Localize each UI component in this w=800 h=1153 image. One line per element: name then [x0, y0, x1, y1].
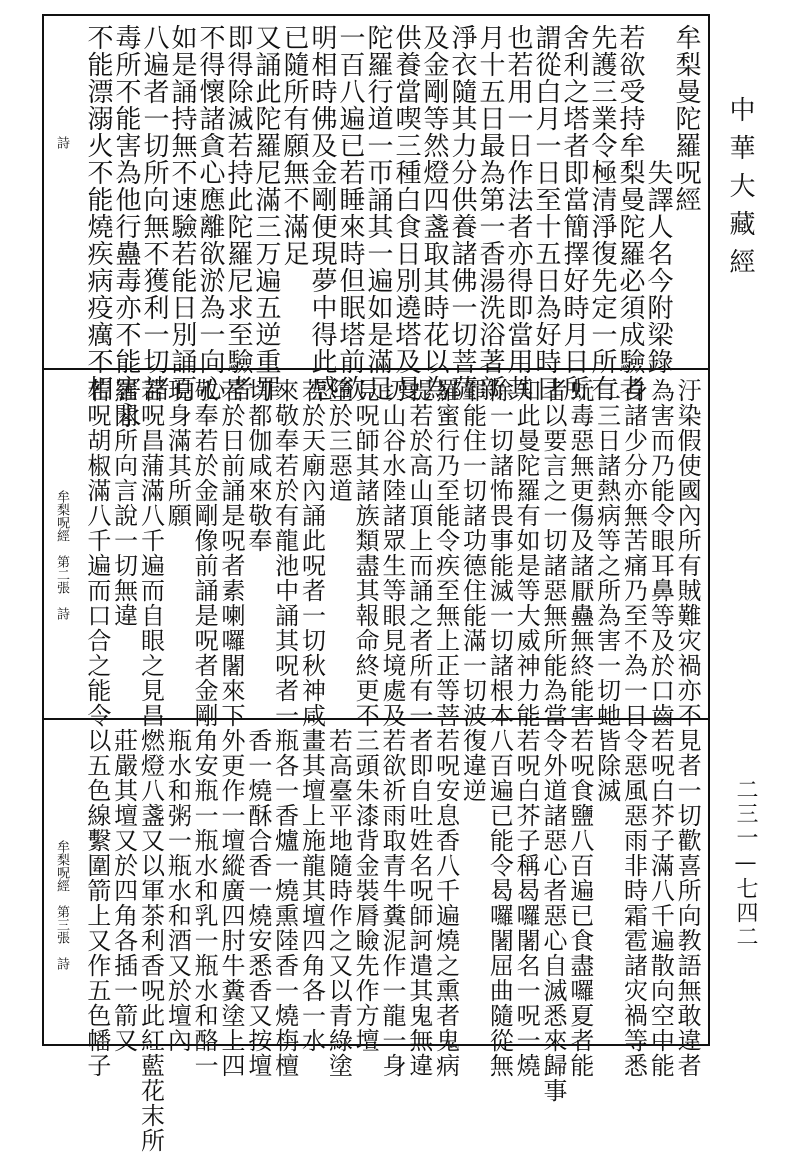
scripture-page [42, 14, 710, 1153]
text-column: 即得除滅若持此陀羅尼求至驗者 [223, 24, 253, 402]
text-column: 蚖毒惡無更傷及諸厭蠱無終能害 [565, 378, 594, 728]
text-column: 瓶水和粥一瓶水和酒又於壇內 [163, 728, 192, 1053]
text-column: 月十五日最為第一香湯洗浴著新 [475, 24, 505, 402]
text-column: 若於天廟內誦此呪者一切秋神咸 [297, 378, 326, 728]
text-column: 羅閣所向言說一切無違 [109, 378, 138, 628]
text-column: 令惡風惡雨非時霜雹諸灾禍等悉 [619, 728, 648, 1078]
text-column: 見呪師其諸族類盡其報命終更不 [351, 378, 380, 728]
text-column: 畫其壇上施龍其壇四角各一水 [297, 728, 326, 1053]
text-column: 若於日前誦是呪者素喇囉闍來下 [217, 378, 245, 728]
panel-3 [44, 718, 708, 1153]
text-column: 若呪昌蒲滿八千遍而自眼之見昌 [136, 378, 165, 728]
text-column: 者以要言之一切諸惡無所能為當 [539, 378, 567, 728]
text-column: 失譯人名今附梁錄 [643, 24, 673, 375]
text-column: 若呪胡椒滿八千遍而口合之能令 [82, 378, 111, 728]
panel-1 [44, 16, 708, 429]
text-column: 舍利之塔者即當簡擇好時月日所 [559, 24, 589, 402]
text-column: 來敬奉若於有龍池中誦其呪者一 [270, 378, 299, 728]
text-column: 見者一切歡喜所向教語無敢違者 [673, 728, 702, 1078]
margin-title: 中華大藏經 [725, 96, 755, 286]
text-column: 為害而乃能令眼耳鼻等及於口齒 [646, 378, 675, 728]
text-column: 不得懷諸貪心應離欲淤為一向心 [195, 24, 225, 402]
text-column: 復違逆 [458, 728, 487, 803]
text-column: 一百八遍已若睡來時但眠塔前欲 [335, 24, 365, 402]
text-column: 如是誦持無不速驗若能日別誦百 [167, 24, 197, 402]
text-column: 身諸少分亦無苦痛乃至不為一日 [619, 378, 648, 728]
text-column: 已隨所有願無不滿足 [279, 24, 309, 267]
panel-footer: 牟梨呪經 第三張 詩 [54, 840, 69, 970]
panel-2 [44, 368, 708, 728]
text-column: 知此曼陀羅有如是等大威神力能 [512, 378, 541, 728]
text-column: 二三日諸熱病等之所為害一切虵 [592, 378, 621, 728]
text-column: 陀羅行道一帀誦其一遍如是滿足 [363, 24, 393, 402]
text-column: 若呪安息香八千遍燒之熏者鬼病 [431, 728, 460, 1078]
text-column: 八遍者一切所向無不獲利一切諸 [139, 24, 169, 402]
text-column: 墮於三惡道 [324, 378, 353, 503]
text-column: 提若於高山頂上而誦之者所有一 [404, 378, 433, 728]
text-column: 毒所不能害為他行蠱毒亦不能害永 [111, 24, 141, 429]
text-column: 淨衣隨其力分供養諸佛一切菩薩 [447, 24, 477, 402]
text-column: 若欲祈雨取青牛糞泥作一龍一身 [378, 728, 406, 1078]
text-column: 也若用一日作法者亦得即當用其 [503, 24, 533, 402]
text-column: 瓶各一香爐一燒熏陸香一燒栴檀 [270, 728, 299, 1078]
text-column: 若欲受持牟梨曼陀羅必須成驗者 [615, 24, 645, 402]
text-column: 皆除滅 [592, 728, 621, 803]
text-column: 令外道諸惡心者惡心自滅悉來歸事 [539, 728, 567, 1103]
text-column: 明相時佛及金剛便現夢中得此感 [307, 24, 337, 402]
text-column: 若呪白芥子滿八千遍散向空中能 [646, 728, 675, 1078]
text-column: 外更作一壇縱廣四肘牛糞塗上四 [217, 728, 245, 1078]
text-column: 若呪白芥子稱曷囉闍名一呪一燒 [512, 728, 541, 1078]
text-column: 三頭朱漆背金裝脣瞼先作方壇 [351, 728, 380, 1053]
panel-footer: 牟梨呪經 第二張 詩 [54, 490, 69, 620]
text-column: 若高臺平地隨時作之又以青綠塗 [324, 728, 353, 1078]
text-column: 以五色線繫圍箭上又作五色幡子 [82, 728, 111, 1078]
text-column: 敬奉若於金剛像前誦是呪者金剛 [190, 378, 219, 728]
text-column: 者即自吐姓名呪師訶遣其鬼無違 [404, 728, 433, 1078]
text-column: 切都伽咸來敬奉 [243, 378, 272, 553]
text-column: 供養當喫三種白食日別遶塔及曼 [391, 24, 421, 402]
text-column: 莊嚴其壇又於四角各插一箭又 [109, 728, 138, 1053]
text-column: 先護三業令極清淨復先定一所有 [587, 24, 617, 402]
text-column: 現身滿其所願 [163, 378, 192, 528]
text-column: 及金剛等然燈四盞取其時花以為 [419, 24, 449, 402]
text-column: 罪能住一切諸功德住能滿一切波 [458, 378, 487, 728]
page-number: 二三一—七四二 [733, 778, 758, 949]
text-column: 八百遍已能令曷囉闍屈曲隨從無 [485, 728, 514, 1078]
text-column: 燃燈八盞又以軍茶利香呪此紅藍花末所 [136, 728, 165, 1153]
panel-footer: 詩 [54, 136, 69, 149]
text-column: 不能漂溺火不能燒疾病疫癘不相 [83, 24, 113, 402]
text-column: 牟梨曼陀羅呪經 [671, 24, 701, 213]
text-column: 香一燒酥合香一燒安悉香又按壇 [243, 728, 272, 1078]
text-column: 若呪食鹽八百遍已食盡囉夏者能 [565, 728, 594, 1078]
text-column: 又誦此陀羅尼滿三万遍五逆重罪 [251, 24, 281, 402]
text-column: 謂從白月一日至十五日為好時日 [531, 24, 561, 402]
text-column: 除一切諸怖畏事能滅一切諸根本 [485, 378, 514, 728]
text-column: 角安瓶一瓶水和乳一瓶水和酪一 [190, 728, 219, 1078]
text-column: 切山谷水陸諸眾生等眼見境處及 [378, 378, 406, 728]
text-column: 羅蜜行乃至能令疾至無上正等菩 [431, 378, 460, 728]
text-column: 汙染假使國內所有賊難灾禍亦不 [673, 378, 702, 728]
